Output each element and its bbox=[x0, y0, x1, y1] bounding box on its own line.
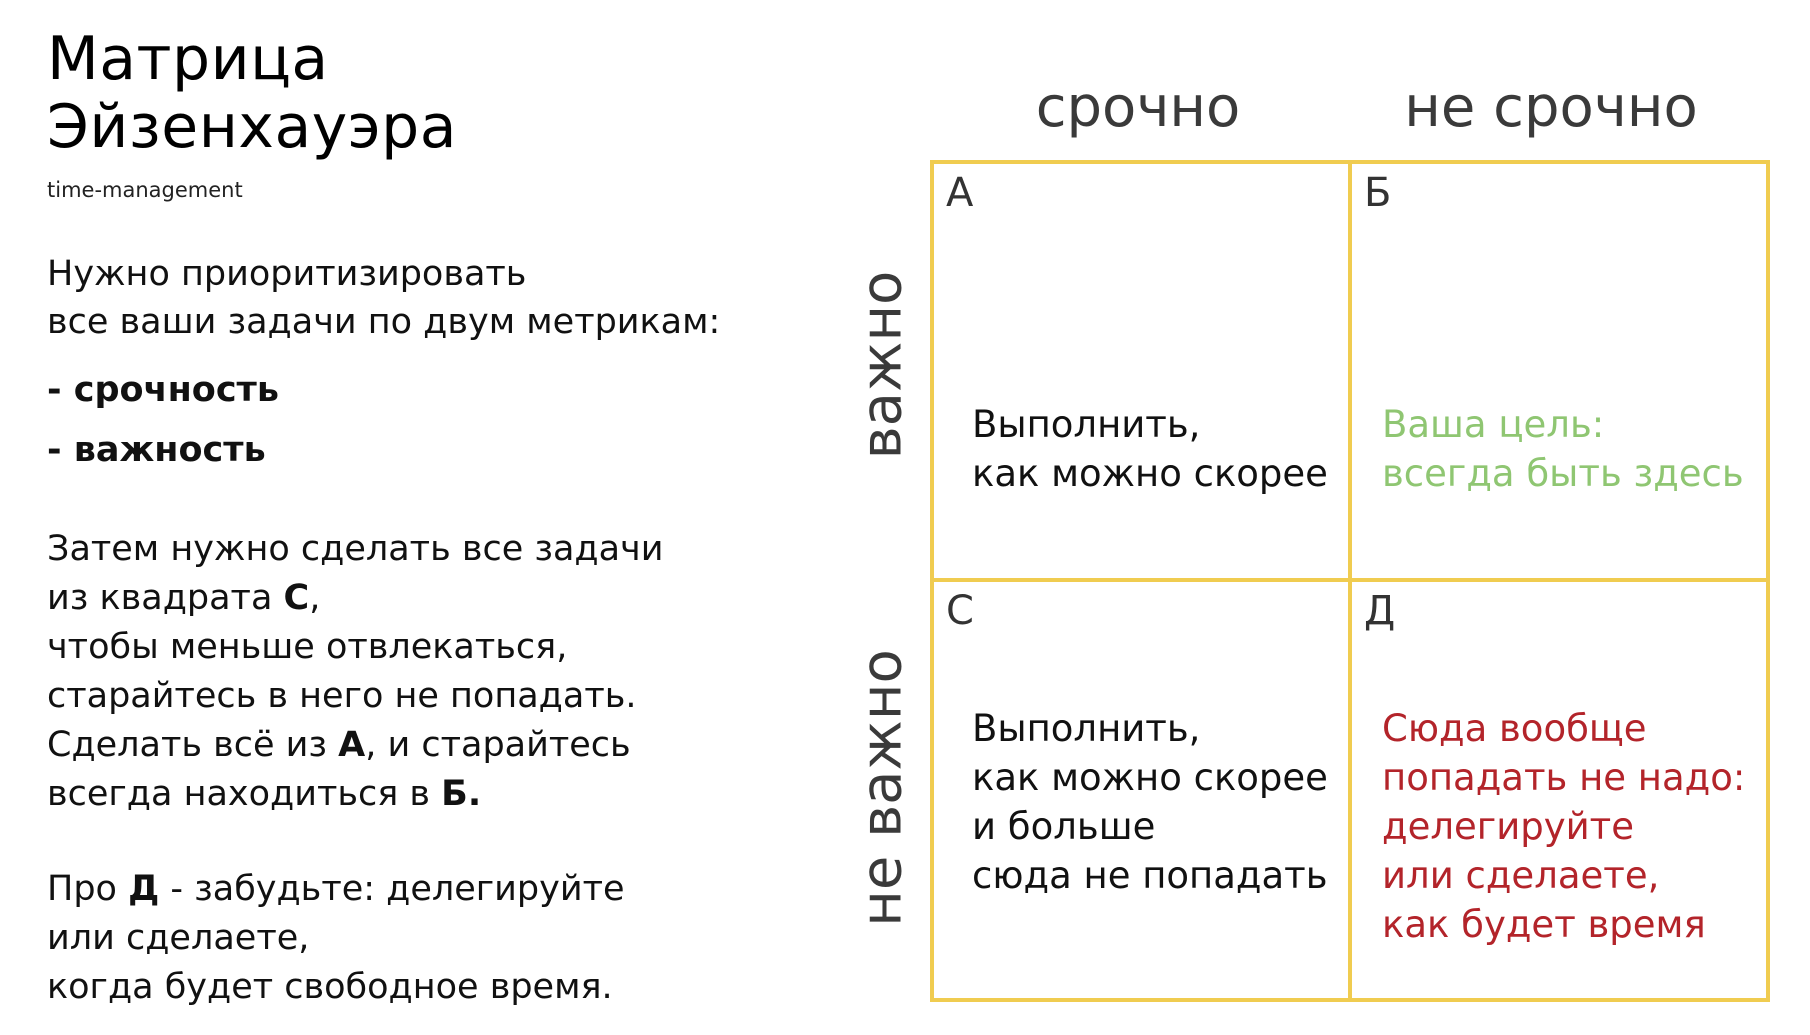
quadrant-text bbox=[1382, 400, 1744, 498]
instructions-paragraph bbox=[47, 525, 663, 819]
metrics-list bbox=[47, 360, 279, 480]
paragraph-line: из квадрата С, bbox=[47, 578, 321, 618]
paragraph-line: или сделаете, bbox=[47, 918, 310, 958]
quadrant-letter: С bbox=[946, 588, 974, 634]
quadrant-ref-b: Б. bbox=[441, 774, 482, 814]
intro-line: Нужно приоритизировать bbox=[47, 254, 527, 294]
paragraph-line: когда будет свободное время. bbox=[47, 967, 613, 1007]
paragraph-line: старайтесь в него не попадать. bbox=[47, 676, 637, 716]
delegate-paragraph bbox=[47, 865, 625, 1012]
quadrant-a bbox=[934, 164, 1352, 582]
quadrant-text bbox=[1382, 704, 1745, 949]
metric-urgency: - срочность bbox=[47, 370, 279, 410]
quadrant-text-line: или сделаете, bbox=[1382, 854, 1660, 897]
quadrant-text-line: и больше bbox=[972, 805, 1156, 848]
quadrant-text-line: делегируйте bbox=[1382, 805, 1634, 848]
quadrant-text-line: попадать не надо: bbox=[1382, 756, 1746, 799]
quadrant-c bbox=[934, 582, 1352, 1000]
paragraph-line: Затем нужно сделать все задачи bbox=[47, 529, 664, 569]
quadrant-letter: А bbox=[946, 170, 974, 216]
title-line-2: Эйзенхауэра bbox=[47, 92, 458, 162]
row-label-important: важно bbox=[849, 270, 915, 460]
title-line-1: Матрица bbox=[47, 24, 329, 94]
column-label-urgent: срочно bbox=[1035, 75, 1241, 140]
quadrant-d bbox=[1352, 582, 1770, 1000]
quadrant-letter: Б bbox=[1364, 170, 1392, 216]
metric-importance: - важность bbox=[47, 430, 266, 470]
quadrant-ref-d: Д bbox=[128, 869, 160, 909]
quadrant-letter: Д bbox=[1364, 588, 1396, 634]
quadrant-text-line: всегда быть здесь bbox=[1382, 452, 1744, 495]
eisenhower-matrix bbox=[930, 160, 1770, 1002]
column-label-not-urgent: не срочно bbox=[1404, 75, 1698, 140]
quadrant-text bbox=[972, 400, 1328, 498]
quadrant-text-line: Сюда вообще bbox=[1382, 707, 1647, 750]
page-title bbox=[47, 25, 457, 161]
intro-text bbox=[47, 250, 720, 346]
quadrant-text-line: как можно скорее bbox=[972, 452, 1328, 495]
quadrant-text bbox=[972, 704, 1328, 900]
quadrant-ref-c: С bbox=[283, 578, 310, 618]
quadrant-text-line: как можно скорее bbox=[972, 756, 1328, 799]
quadrant-text-line: сюда не попадать bbox=[972, 854, 1328, 897]
paragraph-line: всегда находиться в Б. bbox=[47, 774, 482, 814]
subtitle: time-management bbox=[47, 178, 243, 202]
row-label-not-important: не важно bbox=[849, 649, 915, 927]
quadrant-text-line: как будет время bbox=[1382, 903, 1706, 946]
paragraph-line: Про Д - забудьте: делегируйте bbox=[47, 869, 625, 909]
intro-line: все ваши задачи по двум метрикам: bbox=[47, 302, 721, 342]
quadrant-text-line: Выполнить, bbox=[972, 707, 1201, 750]
quadrant-b bbox=[1352, 164, 1770, 582]
paragraph-line: чтобы меньше отвлекаться, bbox=[47, 627, 568, 667]
quadrant-text-line: Выполнить, bbox=[972, 403, 1201, 446]
quadrant-ref-a: А bbox=[338, 725, 366, 765]
quadrant-text-line: Ваша цель: bbox=[1382, 403, 1605, 446]
paragraph-line: Сделать всё из А, и старайтесь bbox=[47, 725, 631, 765]
